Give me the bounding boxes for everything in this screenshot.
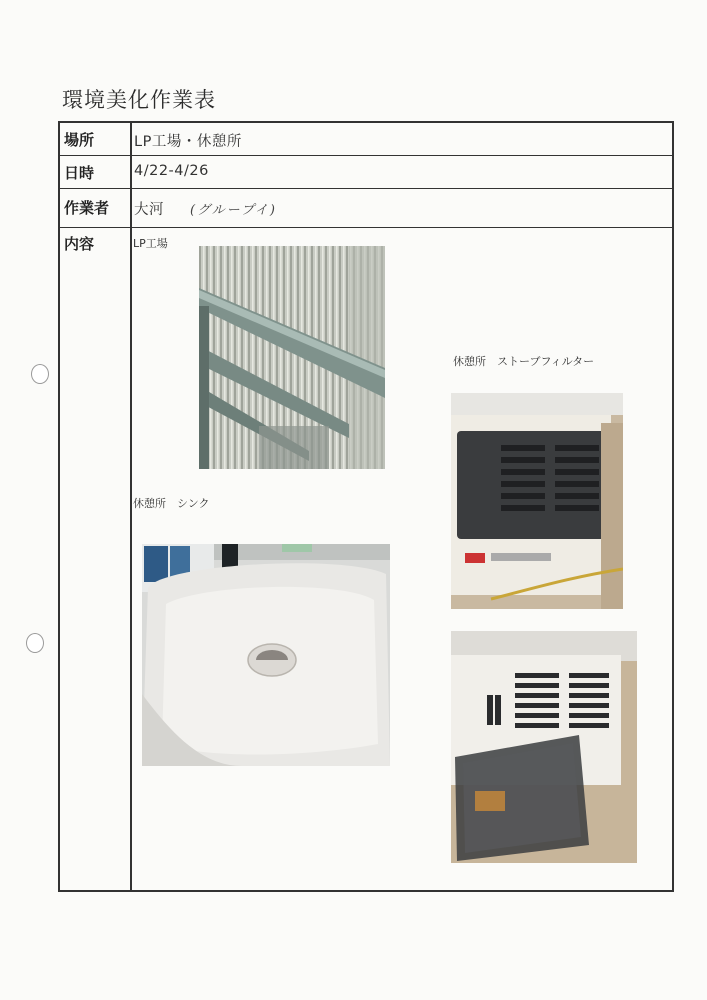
value-worker: 大河	[134, 202, 164, 218]
row-location	[60, 123, 672, 156]
lp-factory-railing-photo	[199, 246, 385, 469]
row-worker	[60, 189, 672, 228]
stove-filter-photo-2	[451, 631, 637, 863]
value-datetime: 4/22-4/26	[134, 163, 209, 179]
work-sheet-table	[58, 121, 674, 892]
value-location: LP工場・休憩所	[134, 134, 242, 150]
punch-hole-top	[31, 364, 49, 384]
sink-photo	[142, 544, 390, 766]
label-content: 内容	[64, 235, 95, 253]
document-title: 環境美化作業表	[62, 88, 216, 112]
caption-stove-filter: 休憩所 ストーブフィルター	[453, 355, 595, 368]
handwritten-group-note: (グループイ)	[190, 203, 277, 218]
row-datetime	[60, 156, 672, 189]
label-location: 場所	[64, 131, 95, 149]
stove-filter-photo-1	[451, 393, 623, 609]
label-datetime: 日時	[64, 164, 95, 182]
caption-lp-factory: LP工場	[133, 237, 168, 250]
punch-hole-bottom	[26, 633, 44, 653]
table-column-divider	[130, 123, 132, 890]
caption-sink: 休憩所 シンク	[133, 497, 210, 510]
label-worker: 作業者	[64, 199, 110, 217]
